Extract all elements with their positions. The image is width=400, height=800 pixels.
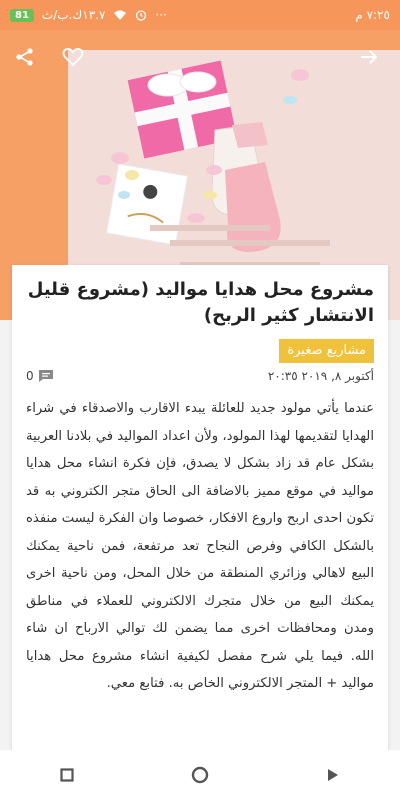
- wifi-icon: [113, 9, 127, 21]
- article-title: مشروع محل هدايا مواليد (مشروع قليل الانتشار كثير الربح): [27, 279, 374, 326]
- back-triangle-icon: [326, 768, 340, 782]
- share-icon: [15, 47, 35, 67]
- status-time: ٧:٢٥ م: [355, 8, 390, 22]
- home-icon: [191, 766, 209, 784]
- comments-count: 0: [26, 369, 34, 383]
- alarm-icon: [135, 9, 147, 21]
- arrow-right-icon: [359, 47, 379, 67]
- favorite-button[interactable]: [58, 42, 88, 72]
- category-badge[interactable]: مشاريع صغيرة: [279, 339, 374, 363]
- recents-icon: [60, 768, 74, 782]
- back-button[interactable]: [354, 42, 384, 72]
- nav-home-button[interactable]: [180, 755, 220, 795]
- battery-icon: 81: [10, 9, 34, 22]
- notification-dots-icon: ···: [155, 8, 167, 22]
- status-left: [10, 8, 167, 22]
- data-speed: ١٣.٧ك.ب/ث: [41, 8, 106, 22]
- heart-icon: [62, 47, 84, 67]
- article-meta: [26, 369, 374, 383]
- share-button[interactable]: [10, 42, 40, 72]
- system-nav-bar: [0, 750, 400, 800]
- article-body: عندما يأتي مولود جديد للعائلة يبدء الاقارب والاصدقاء في شراء الهدايا لتقديمها لهذا المولود، ولأن اعداد المواليد في بلادنا العربية بشكل عام قد زاد بشكل لا يصدق، فإن فكرة انشاء محل هدايا مواليد في موقع مميز بالاضافة الى الحاق متجر الكتروني به قد تكون احدى اربح واروع الافكار، خصوصا وان الفكرة ليست منفذه بالشكل الكافي وفرص النجاح تعد مرتفعة، فمن ناحية يمكنك البيع لاهالي وزائري المنطقة من خلال المحل، ومن ناحية اخرى يمكنك البيع من خلال متجرك الالكتروني للعملاء في مناطق ومدن ومحافظات اخرى مما يضمن لك توالي الارباح ان شاء الله. فيما يلي شرح مفصل لكيفية انشاء مشروع محل هدايا مواليد + المتجر الالكتروني الخاص به. فتابع معي.: [26, 401, 374, 691]
- nav-back-button[interactable]: [313, 755, 353, 795]
- comments-link[interactable]: [26, 369, 54, 383]
- article-date: أكتوبر ٨, ٢٠١٩ ٢٠:٣٥: [267, 369, 374, 383]
- article-card: [12, 265, 388, 750]
- status-bar: [0, 0, 400, 30]
- nav-recents-button[interactable]: [47, 755, 87, 795]
- status-right: [355, 8, 390, 22]
- comment-icon: [38, 369, 54, 383]
